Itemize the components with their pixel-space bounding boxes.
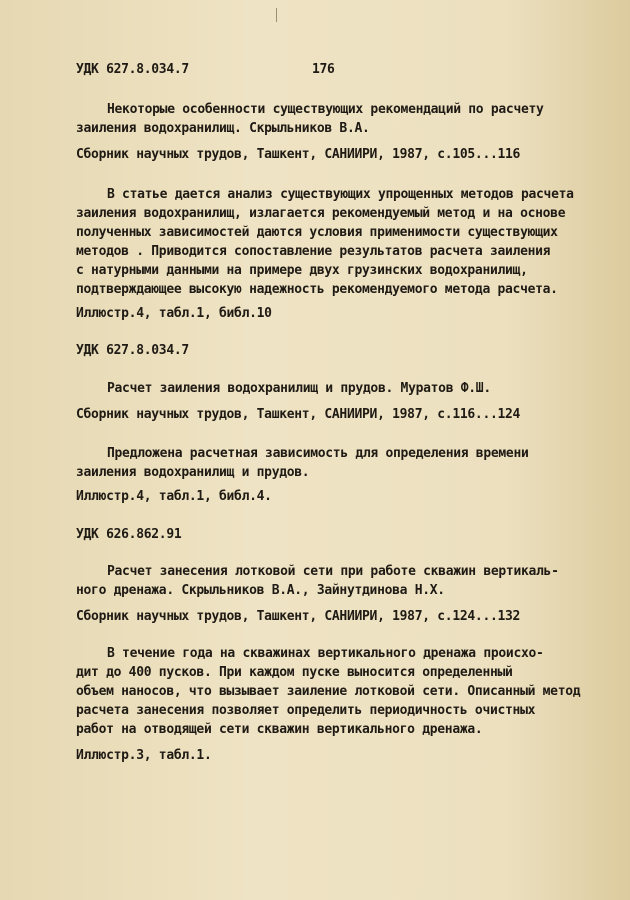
entry-illustrations: Иллюстр.4, табл.1, библ.10 (76, 306, 272, 321)
entry-source: Сборник научных трудов, Ташкент, САНИИРИ, 1987, с.116...124 (76, 407, 521, 422)
udk-code: УДК 627.8.034.7 (76, 343, 189, 358)
entry-title-line: ного дренажа. Скрыльников В.А., Зайнутдинова Н.Х. (76, 583, 445, 598)
abstract-line: дит до 400 пусков. При каждом пуске выносится определенный (76, 665, 513, 680)
abstract-line: Предложена расчетная зависимость для определения времени (107, 446, 529, 461)
udk-code: УДК 626.862.91 (76, 527, 182, 542)
abstract-line: методов . Приводится сопоставление результатов расчета заиления (76, 244, 551, 259)
abstract-line: расчета занесения позволяет определить периодичность очистных (76, 703, 536, 718)
abstract-line: подтверждающее высокую надежность рекомендуемого метода расчета. (76, 282, 558, 297)
page-number: 176 (312, 62, 335, 77)
abstract-line: объем наносов, что вызывает заиление лотковой сети. Описанный метод (76, 684, 581, 699)
entry-source: Сборник научных трудов, Ташкент, САНИИРИ, 1987, с.124...132 (76, 609, 521, 624)
abstract-line: В статье дается анализ существующих упрощенных методов расчета (107, 187, 574, 202)
entry-title-line: заиления водохранилищ. Скрыльников В.А. (76, 121, 370, 136)
entry-illustrations: Иллюстр.4, табл.1, библ.4. (76, 489, 272, 504)
abstract-line: заиления водохранилищ и прудов. (76, 465, 310, 480)
abstract-line: работ на отводящей сети скважин вертикального дренажа. (76, 722, 483, 737)
abstract-line: В течение года на скважинах вертикального дренажа происхо- (107, 646, 544, 661)
abstract-line: заиления водохранилищ, излагается рекомендуемый метод и на основе (76, 206, 566, 221)
entry-title-line: Расчет заиления водохранилищ и прудов. Муратов Ф.Ш. (107, 381, 491, 396)
margin-mark (276, 8, 277, 22)
abstract-line: полученных зависимостей даются условия применимости существующих (76, 225, 558, 240)
abstract-line: с натурными данными на примере двух грузинских водохранилищ, (76, 263, 528, 278)
entry-title-line: Расчет занесения лотковой сети при работе скважин вертикаль- (107, 564, 559, 579)
entry-source: Сборник научных трудов, Ташкент, САНИИРИ, 1987, с.105...116 (76, 147, 521, 162)
entry-illustrations: Иллюстр.3, табл.1. (76, 748, 212, 763)
udk-code: УДК 627.8.034.7 (76, 62, 189, 77)
entry-title-line: Некоторые особенности существующих рекомендаций по расчету (107, 102, 544, 117)
